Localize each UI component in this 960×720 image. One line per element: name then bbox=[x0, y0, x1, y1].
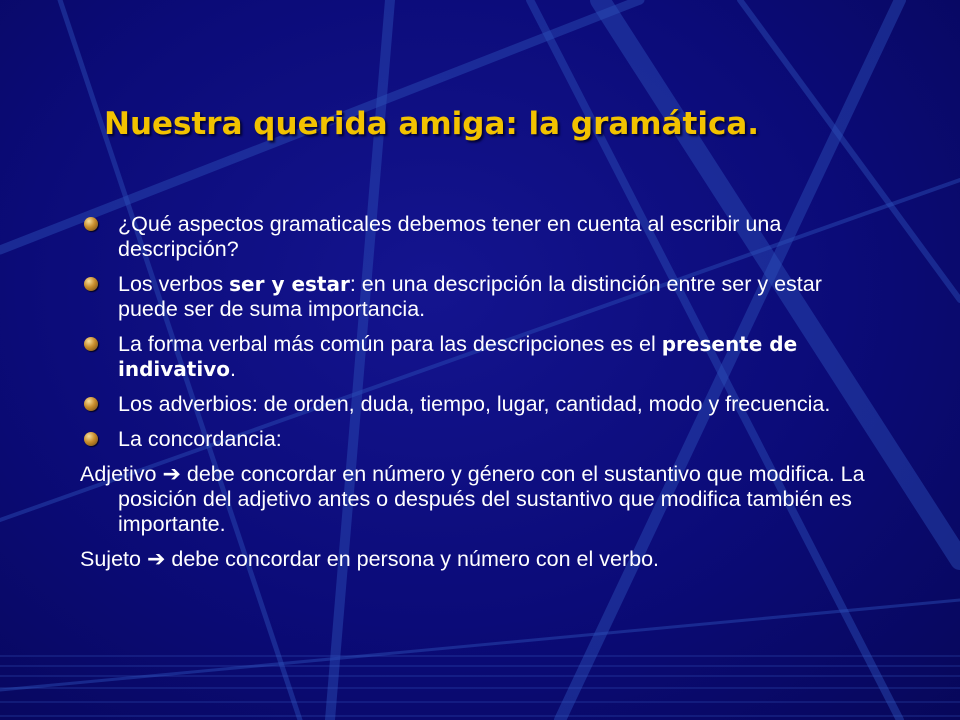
bullet-text: ¿Qué aspectos gramaticales debemos tener en cuenta al escribir una descripción? bbox=[118, 212, 782, 261]
paragraph-lead: Adjetivo bbox=[80, 462, 157, 486]
slide-content bbox=[80, 212, 880, 582]
bullet-marker-icon bbox=[84, 337, 98, 351]
paragraph-rest: debe concordar en persona y número con el verbo. bbox=[165, 547, 659, 571]
bullet-item bbox=[80, 332, 880, 382]
bullet-text: Los adverbios: de orden, duda, tiempo, lugar, cantidad, modo y frecuencia. bbox=[118, 392, 831, 416]
paragraph-rest: debe concordar en número y género con el sustantivo que modifica. La posición del adjetivo antes o después del sustantivo que modifica también es importante. bbox=[118, 462, 865, 536]
bullet-text-bold: ser y estar bbox=[229, 272, 350, 296]
bullet-text-post: . bbox=[230, 357, 236, 381]
paragraph-lead: Sujeto bbox=[80, 547, 141, 571]
slide-title: Nuestra querida amiga: la gramática. bbox=[104, 106, 760, 142]
bullet-marker-icon bbox=[84, 397, 98, 411]
bullet-item bbox=[80, 272, 880, 322]
bullet-item bbox=[80, 212, 880, 262]
bullet-marker-icon bbox=[84, 432, 98, 446]
bullet-marker-icon bbox=[84, 217, 98, 231]
bullet-text-bold: presente de indivativo bbox=[118, 332, 798, 381]
paragraph-adjetivo bbox=[80, 462, 880, 537]
arrow-right-icon: ➔ bbox=[146, 547, 166, 572]
bullet-text-post: : en una descripción la distinción entre ser y estar puede ser de suma importancia. bbox=[118, 272, 822, 321]
bullet-marker-icon bbox=[84, 277, 98, 291]
paragraph-sujeto bbox=[80, 547, 880, 572]
bullet-text-pre: La forma verbal más común para las descripciones es el bbox=[118, 332, 662, 356]
bullet-text: La concordancia: bbox=[118, 427, 282, 451]
bullet-item bbox=[80, 427, 880, 452]
arrow-right-icon: ➔ bbox=[162, 462, 181, 487]
bullet-item bbox=[80, 392, 880, 417]
bullet-text-pre: Los verbos bbox=[118, 272, 230, 296]
